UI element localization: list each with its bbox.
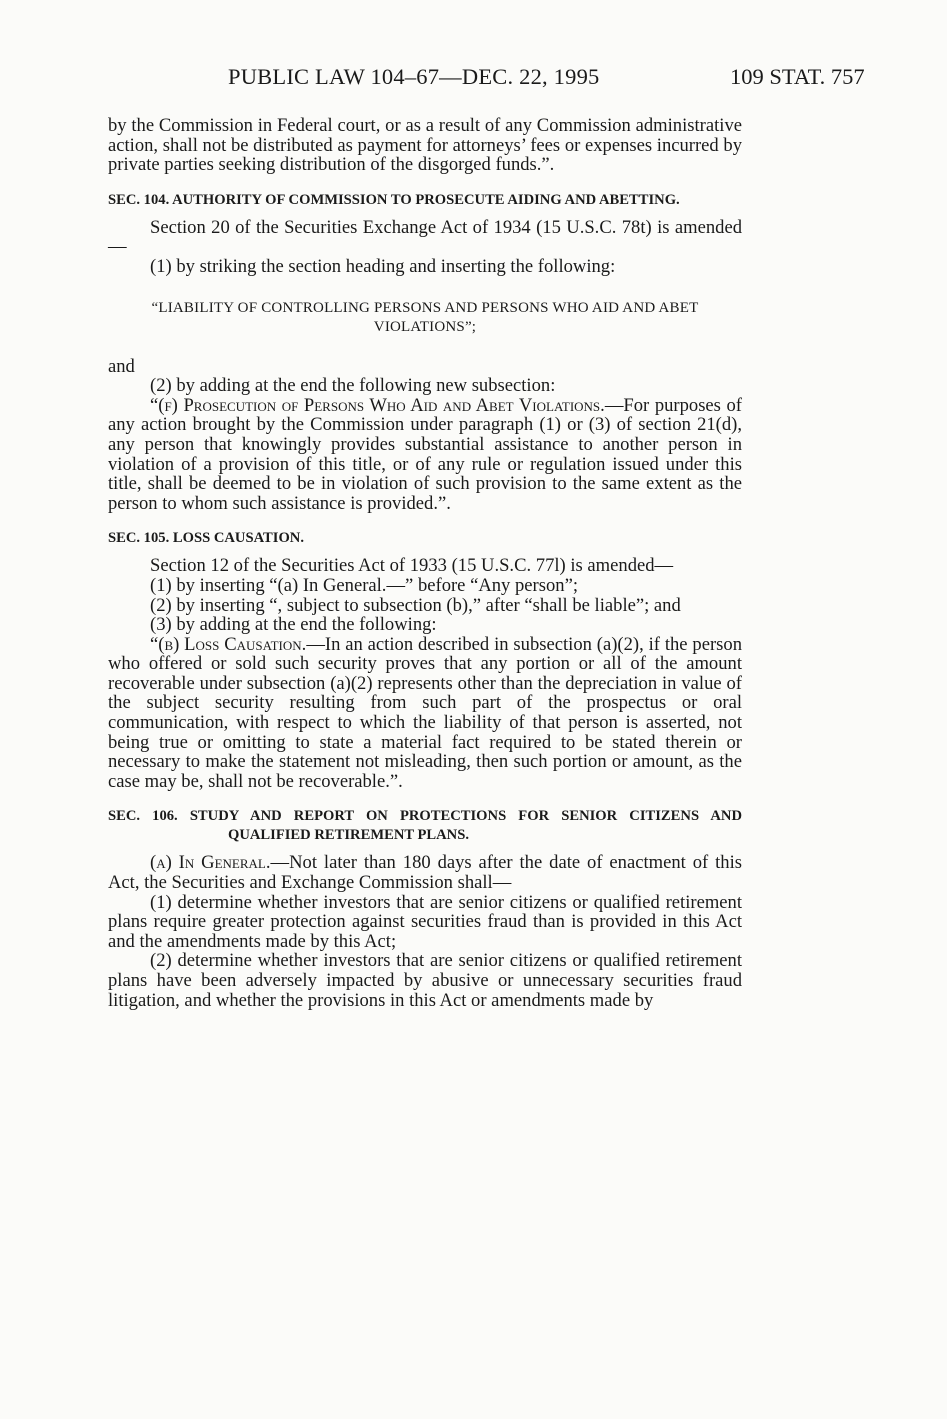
section-105-intro: Section 12 of the Securities Act of 1933 (15 U.S.C. 77l) is amended— xyxy=(150,555,674,577)
subsection-a-text: —Not later than 180 days after the date of enactment of this Act, the Securities and Exchange Commission shall— xyxy=(108,852,742,894)
section-104-para-2: (2) by adding at the end the following new subsection: xyxy=(150,375,556,397)
subsection-f-text: —For purposes of any action brought by the Commission under paragraph (1) or (3) of section 21(d), any person that knowingly provides substantial assistance to another person in violation of a provision of this title, or of any rule or regulation issued under this title, shall be deemed to be in violation of such provision to the same extent as the person to whom such assistance is provided.”. xyxy=(108,394,742,514)
section-105-heading: SEC. 105. LOSS CAUSATION. xyxy=(108,530,304,547)
section-104-subsection-f xyxy=(108,396,742,514)
page-header xyxy=(0,64,947,94)
stat-reference: 109 STAT. 757 xyxy=(730,64,865,89)
subsection-f-label: “(f) Prosecution of Persons Who Aid and Abet Violations. xyxy=(150,394,605,416)
section-106-subsection-a xyxy=(108,853,742,892)
section-105-para-2: (2) by inserting “, subject to subsection (b),” after “shall be liable”; and xyxy=(150,594,681,616)
section-105-subsection-b xyxy=(108,635,742,792)
section-104-para-1: (1) by striking the section heading and inserting the following: xyxy=(150,255,616,277)
section-104-heading: SEC. 104. AUTHORITY OF COMMISSION TO PROSECUTE AIDING AND ABETTING. xyxy=(108,191,680,208)
section-106-para-1: (1) determine whether investors that are senior citizens or qualified retirement plans require greater protection against securities fraud than is provided in this Act and the amendments made by this Act; xyxy=(108,891,742,952)
continued-paragraph: by the Commission in Federal court, or as a result of any Commission administrative action, shall not be distributed as payment for attorneys’ fees or expenses incurred by private parties seeking distribution of the disgorged funds.”. xyxy=(108,115,742,176)
subsection-b-label: “(b) Loss Causation. xyxy=(150,633,307,655)
section-104-intro: Section 20 of the Securities Exchange Act of 1934 (15 U.S.C. 78t) is amended— xyxy=(108,216,742,258)
section-104-and: and xyxy=(108,355,135,377)
section-106-para-2: (2) determine whether investors that are senior citizens or qualified retirement plans have been adversely impacted by abusive or unnecessary securities fraud litigation, and whether the provisions in this Act or amendments made by xyxy=(108,950,742,1011)
section-105-para-1: (1) by inserting “(a) In General.—” before “Any person”; xyxy=(150,574,578,596)
section-105-para-3: (3) by adding at the end the following: xyxy=(150,614,437,636)
section-106-heading: SEC. 106. STUDY AND REPORT ON PROTECTIONS FOR SENIOR CITIZENS AND QUALIFIED RETIREMENT PLANS. xyxy=(108,808,742,844)
section-104-inserted-heading: “LIABILITY OF CONTROLLING PERSONS AND PERSONS WHO AID AND ABET VIOLATIONS”; xyxy=(151,299,699,335)
document-body xyxy=(108,116,742,1010)
subsection-b-text: —In an action described in subsection (a)(2), if the person who offered or sold such security proves that any portion or all of the amount recoverable under subsection (a)(2) represents other than the depreciation in value of the subject security resulting from such part of the prospectus or oral communication, with respect to which the liability of that person is asserted, not being true or omitting to state a material fact required to be stated therein or necessary to make the statement not misleading, then such portion or amount, as the case may be, shall not be recoverable.”. xyxy=(108,633,742,792)
subsection-a-label: (a) In General. xyxy=(150,852,271,874)
running-head: PUBLIC LAW 104–67—DEC. 22, 1995 xyxy=(228,64,600,89)
